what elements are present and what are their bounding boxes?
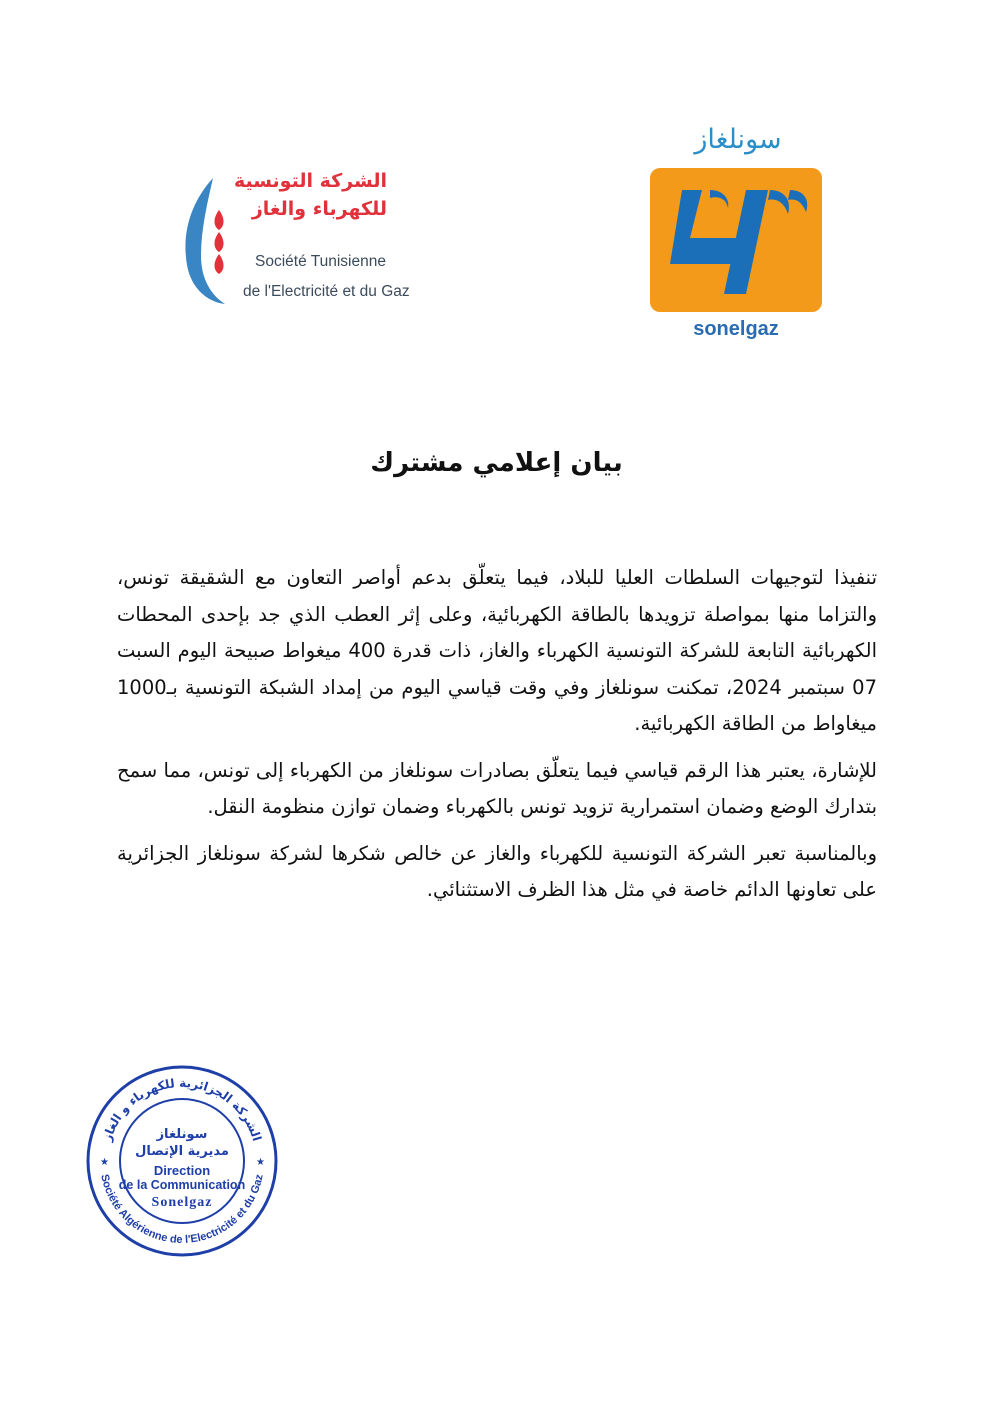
stamp-brand: Sonelgaz: [151, 1195, 213, 1210]
steg-logo: [163, 150, 410, 320]
paragraph-1: تنفيذا لتوجيهات السلطات العليا للبلاد، فيما يتعلّق بدعم أواصر التعاون مع الشقيقة تونس، والتزاما منها بمواصلة تزويدها بالطاقة الكهربائية، وعلى إثر العطب الذي جد بإحدى المحطات الكهربائية التابعة للشركة التونسية الكهرباء والغاز، ذات قدرة 400 ميغواط صبيحة اليوم السبت 07 سبتمبر 2024، تمكنت سونلغاز وفي وقت قياسي اليوم من إمداد الشبكة التونسية بـ1000 ميغاواط من الطاقة الكهربائية.: [117, 566, 877, 735]
svg-text:★: ★: [100, 1157, 109, 1168]
sonelgaz-name-en: sonelgaz: [693, 318, 779, 340]
paragraph-3: وبالمناسبة تعبر الشركة التونسية للكهرباء والغاز عن خالص شكرها لشركة سونلغاز الجزائرية على تعاونها الدائم خاصة في مثل هذا الظرف الاستثنائي.: [117, 841, 877, 901]
svg-text:★: ★: [256, 1157, 265, 1168]
steg-name-fr-2: de l'Electricité et du Gaz: [243, 283, 410, 300]
page-title: بيان إعلامي مشترك: [370, 448, 623, 478]
steg-flame-icon: [173, 170, 233, 310]
stamp-name-ar: سونلغاز: [156, 1127, 208, 1142]
steg-name-fr-1: Société Tunisienne: [255, 253, 386, 270]
steg-name-ar-1: الشركة التونسية: [233, 170, 387, 192]
stamp-center: [84, 1063, 280, 1259]
document-body: [117, 560, 877, 919]
stamp-dept-ar: مديرية الإتصال: [135, 1144, 229, 1159]
sonelgaz-emblem-icon: [650, 168, 822, 312]
steg-name-ar-2: للكهرباء والغاز: [251, 198, 387, 220]
sonelgaz-name-ar: سونلغاز: [694, 124, 782, 155]
stamp-dept-fr-2: de la Communication: [118, 1178, 246, 1192]
paragraph-2: للإشارة، يعتبر هذا الرقم قياسي فيما يتعلّق بصادرات سونلغاز من الكهرباء إلى تونس، مما سمح بتدارك الوضع وضمان استمرارية تزويد تونس بالكهرباء وضمان توازن منظومة النقل.: [117, 758, 877, 818]
stamp-dept-fr-1: Direction: [153, 1163, 211, 1178]
stamp-ring-ar: الشركة الجزائرية للكهرباء و الغاز: [99, 1075, 265, 1143]
sonelgaz-logo: [650, 168, 822, 312]
stamp-ring-fr: Société Algérienne de l'Electricité et du Gaz: [98, 1173, 266, 1247]
official-stamp: [84, 1063, 280, 1259]
